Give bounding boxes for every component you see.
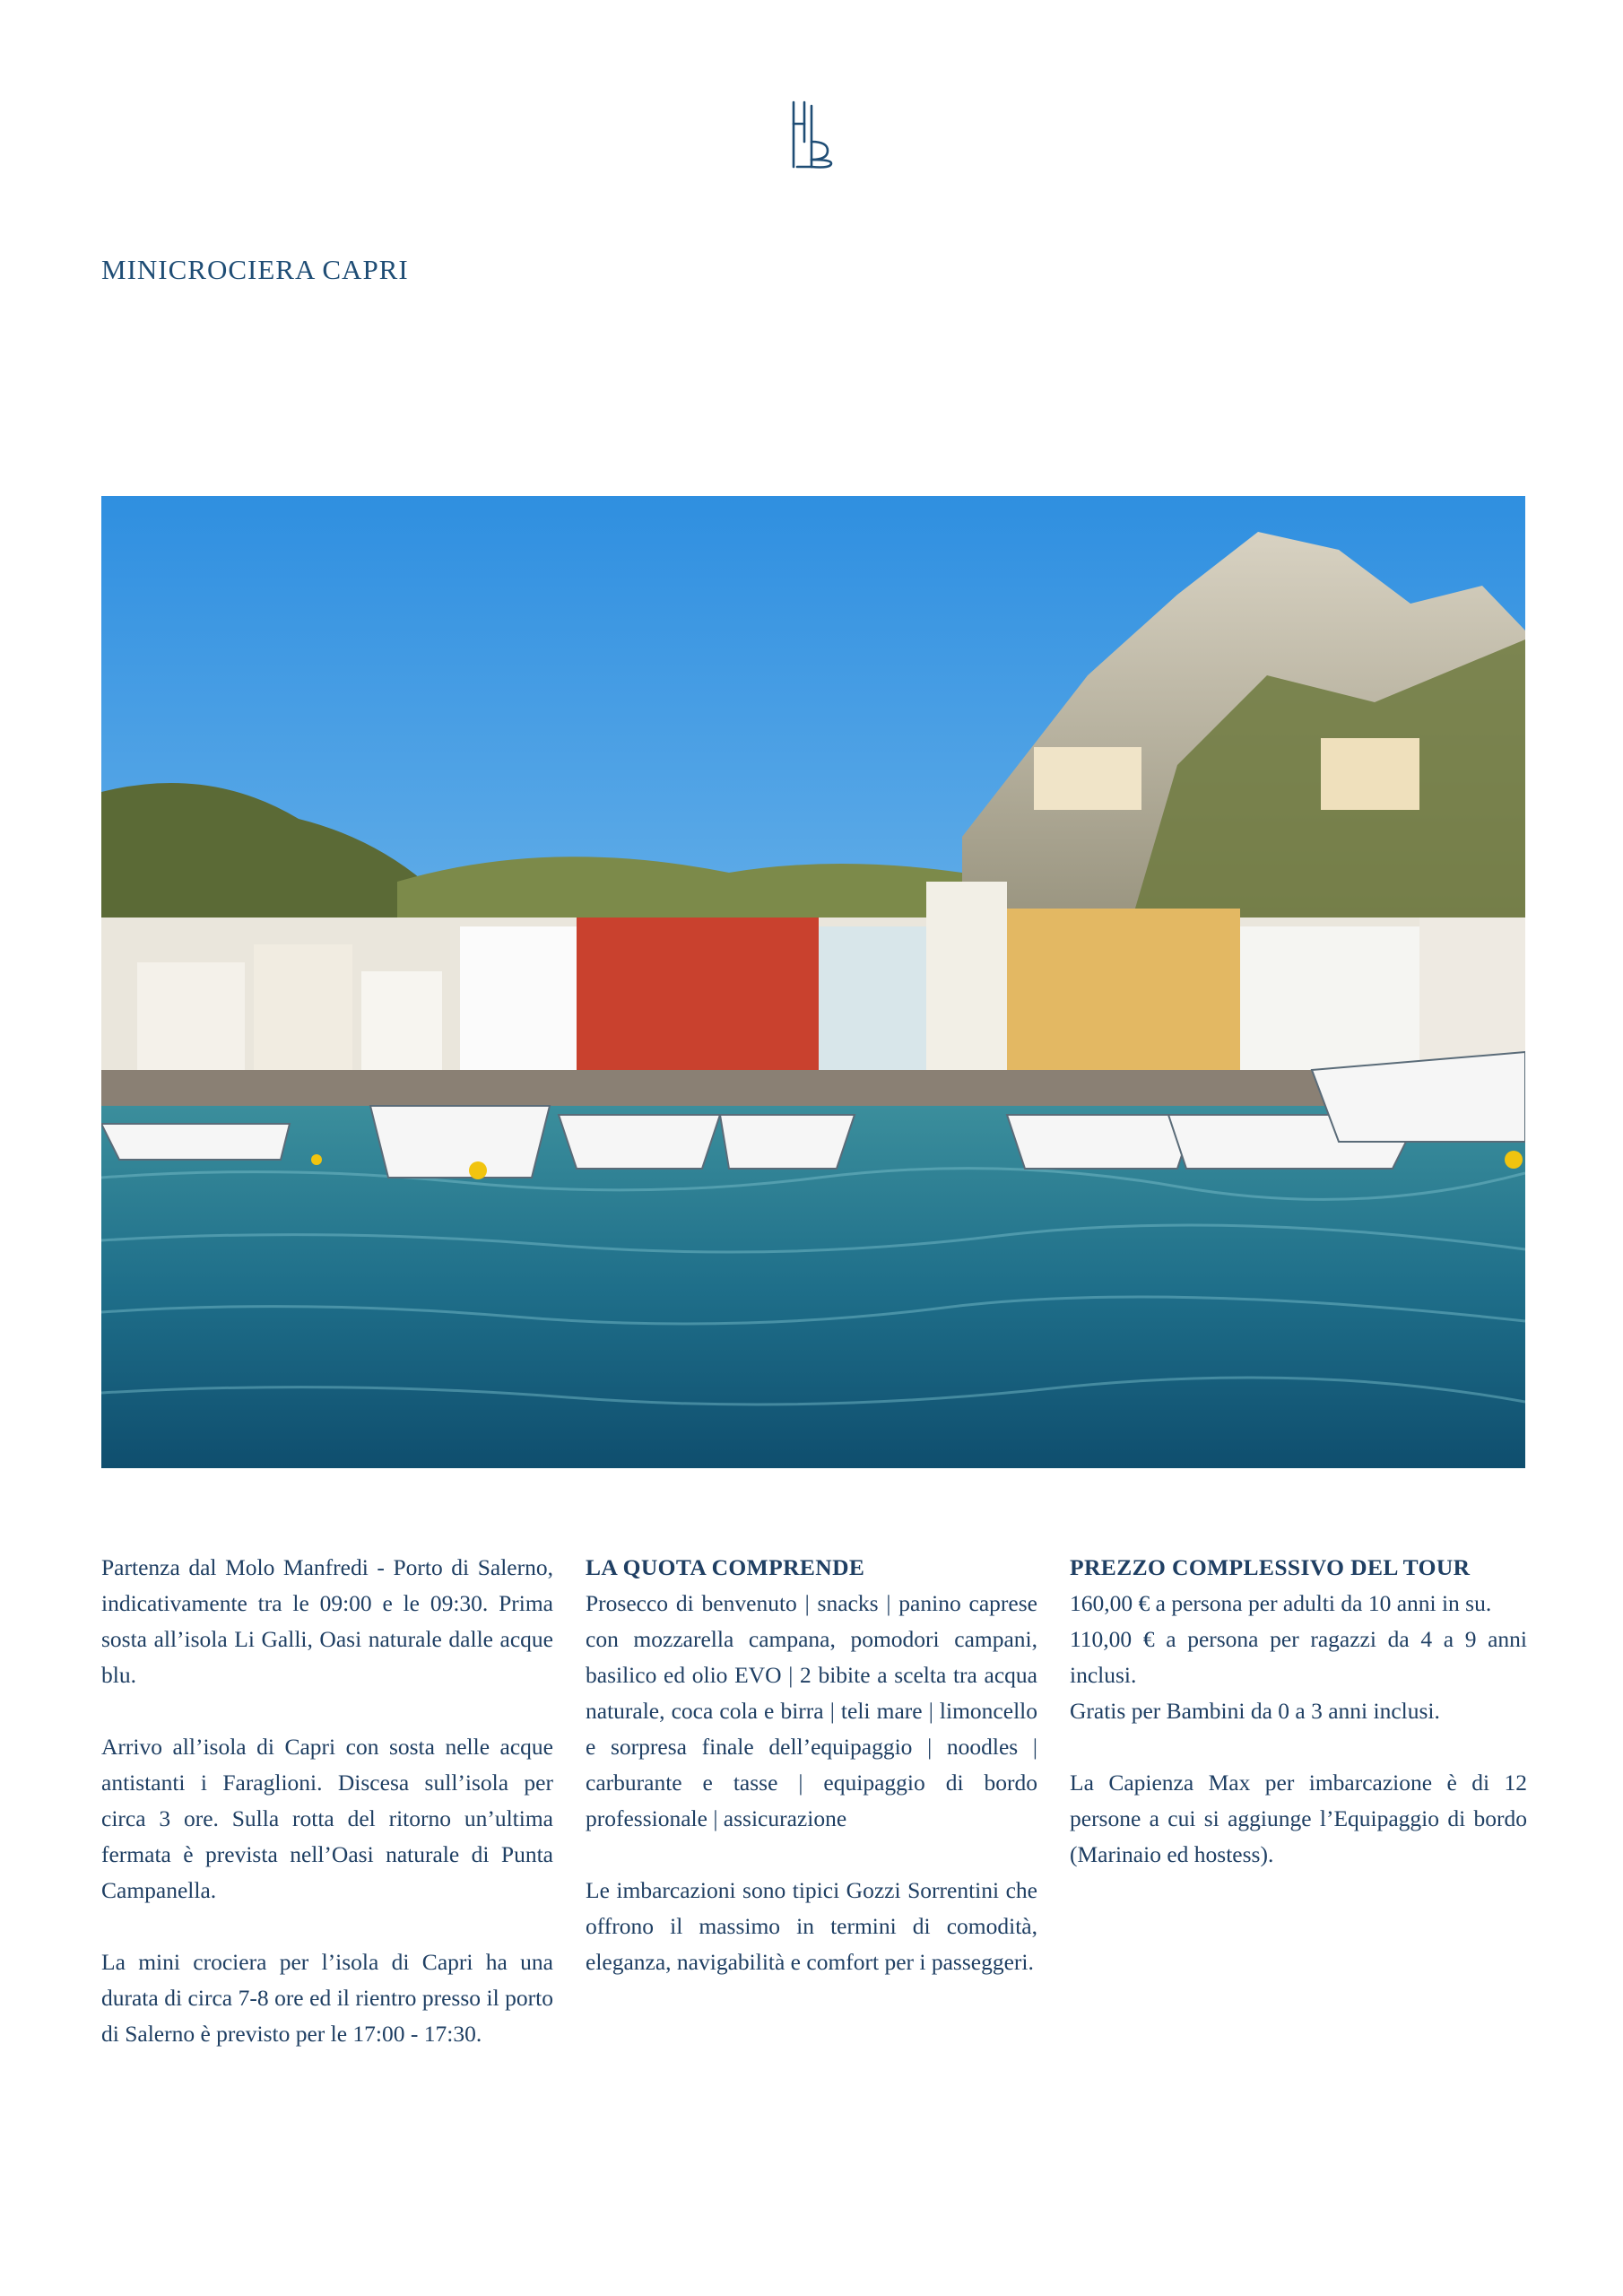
hlb-monogram-icon	[785, 97, 838, 172]
price-adults: 160,00 € a persona per adulti da 10 anni in su.	[1070, 1590, 1492, 1616]
includes-heading: LA QUOTA COMPRENDE	[586, 1554, 865, 1580]
price-free: Gratis per Bambini da 0 a 3 anni inclusi.	[1070, 1698, 1440, 1724]
capri-harbour-photo	[101, 496, 1525, 1468]
includes-list: Prosecco di benvenuto | snacks | panino caprese con mozzarella campana, pomodori campani, basilico ed olio EVO | 2 bibite a scelta tra acqua naturale, coca cola e birra | teli mare | limoncello e sorpresa finale dell’equipaggio | noodles | carburante e tasse | equipaggio di bordo professionale | assicurazione	[586, 1590, 1037, 1831]
price-column	[1070, 1550, 1527, 1873]
price-kids: 110,00 € a persona per ragazzi da 4 a 9 anni inclusi.	[1070, 1626, 1527, 1688]
boats-description: Le imbarcazioni sono tipici Gozzi Sorrentini che offrono il massimo in termini di comodità, eleganza, navigabilità e comfort per i passeggeri.	[586, 1877, 1037, 1975]
includes-column	[586, 1550, 1037, 2016]
itinerary-column	[101, 1550, 553, 2088]
price-heading: PREZZO COMPLESSIVO DEL TOUR	[1070, 1554, 1471, 1580]
capacity-text: La Capienza Max per imbarcazione è di 12 persone a cui si aggiunge l’Equipaggio di bordo (Marinaio ed hostess).	[1070, 1770, 1527, 1867]
itinerary-paragraph: Partenza dal Molo Manfredi - Porto di Salerno, indicativamente tra le 09:00 e le 09:30. Prima sosta all’isola Li Galli, Oasi naturale dalle acque blu.	[101, 1554, 553, 1688]
itinerary-paragraph: Arrivo all’isola di Capri con sosta nelle acque antistanti i Faraglioni. Discesa sull’isola per circa 3 ore. Sulla rotta del ritorno un’ultima fermata è prevista nell’Oasi naturale di Punta Campanella.	[101, 1734, 553, 1903]
logo-monogram	[785, 97, 838, 172]
itinerary-paragraph: La mini crociera per l’isola di Capri ha una durata di circa 7-8 ore ed il rientro presso il porto di Salerno è previsto per le 17:00 - 17:30.	[101, 1949, 553, 2047]
page-title: MINICROCIERA CAPRI	[101, 254, 409, 285]
